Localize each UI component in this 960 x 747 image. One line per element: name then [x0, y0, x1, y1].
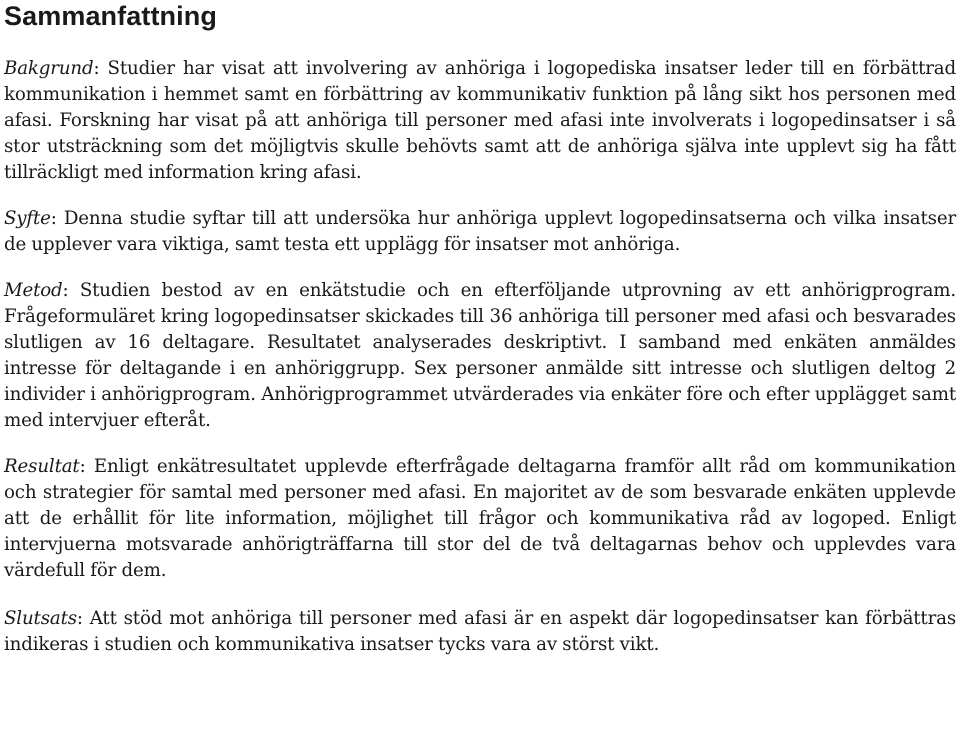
section-label-bakgrund: Bakgrund [4, 58, 94, 79]
section-text-slutsats: Att stöd mot anhöriga till personer med afasi är en aspekt där logopedinsatser kan förbättras indikeras i studien och kommunikativa insatser tycks vara av störst vikt. [4, 608, 957, 655]
section-text-bakgrund: Studier har visat att involvering av anhöriga i logopediska insatser leder till en förbättrad kommunikation i hemmet samt en förbättring av kommunikativ funktion på lång sikt hos personen med afasi. Forskning har visat på att anhöriga till personer med afasi inte involverats i logopedinsatser i så stor utsträckning som det möjligtvis skulle behövts samt att de anhöriga själva inte upplevt sig ha fått tillräckligt med information kring afasi. [4, 58, 956, 183]
section-label-metod: Metod [4, 280, 63, 301]
section-text-metod: Studien bestod av en enkätstudie och en efterföljande utprovning av ett anhörigprogram. Frågeformuläret kring logopedinsatser skickades till 36 anhöriga till personer med afasi och besvarades slutligen av 16 deltagare. Resultatet analyserades deskriptivt. I samband med enkäten anmäldes intresse för deltagande i en anhöriggrupp. Sex personer anmälde sitt intresse och slutligen deltog 2 individer i anhörigprogram. Anhörigprogrammet utvärderades via enkäter före och efter upplägget samt med intervjuer efteråt. [4, 280, 957, 431]
section-label-slutsats: Slutsats [4, 608, 77, 629]
section-syfte: Syfte: Denna studie syftar till att undersöka hur anhöriga upplevt logopedinsatserna och vilka insatser de upplever vara viktiga, samt testa ett upplägg för insatser mot anhöriga. [4, 208, 956, 255]
page-title: Sammanfattning [4, 1, 217, 31]
section-text-resultat: Enligt enkätresultatet upplevde efterfrågade deltagarna framför allt råd om kommunikation och strategier för samtal med personer med afasi. En majoritet av de som besvarade enkäten upplevde att de erhållit för lite information, möjlighet till frågor och kommunikativa råd av logoped. Enligt intervjuerna motsvarade anhörigträffarna till stor del de två deltagarnas behov och upplevdes vara värdefull för dem. [4, 456, 957, 581]
section-label-syfte: Syfte [4, 208, 51, 229]
section-text-syfte: Denna studie syftar till att undersöka hur anhöriga upplevt logopedinsatserna och vilka insatser de upplever vara viktiga, samt testa ett upplägg för insatser mot anhöriga. [4, 208, 956, 255]
section-label-resultat: Resultat [4, 456, 80, 477]
section-metod: Metod: Studien bestod av en enkätstudie och en efterföljande utprovning av ett anhörigprogram. Frågeformuläret kring logopedinsatser skickades till 36 anhöriga till personer med afasi och besvarades slutligen av 16 deltagare. Resultatet analyserades deskriptivt. I samband med enkäten anmäldes intresse för deltagande i en anhöriggrupp. Sex personer anmälde sitt intresse och slutligen deltog 2 individer i anhörigprogram. Anhörigprogrammet utvärderades via enkäter före och efter upplägget samt med intervjuer efteråt. [4, 280, 957, 431]
section-bakgrund: Bakgrund: Studier har visat att involvering av anhöriga i logopediska insatser leder till en förbättrad kommunikation i hemmet samt en förbättring av kommunikativ funktion på lång sikt hos personen med afasi. Forskning har visat på att anhöriga till personer med afasi inte involverats i logopedinsatser i så stor utsträckning som det möjligtvis skulle behövts samt att de anhöriga själva inte upplevt sig ha fått tillräckligt med information kring afasi. [4, 58, 956, 183]
section-resultat: Resultat: Enligt enkätresultatet upplevde efterfrågade deltagarna framför allt råd om kommunikation och strategier för samtal med personer med afasi. En majoritet av de som besvarade enkäten upplevde att de erhållit för lite information, möjlighet till frågor och kommunikativa råd av logoped. Enligt intervjuerna motsvarade anhörigträffarna till stor del de två deltagarnas behov och upplevdes vara värdefull för dem. [4, 456, 957, 581]
section-slutsats: Slutsats: Att stöd mot anhöriga till personer med afasi är en aspekt där logopedinsatser kan förbättras indikeras i studien och kommunikativa insatser tycks vara av störst vikt. [4, 608, 957, 655]
